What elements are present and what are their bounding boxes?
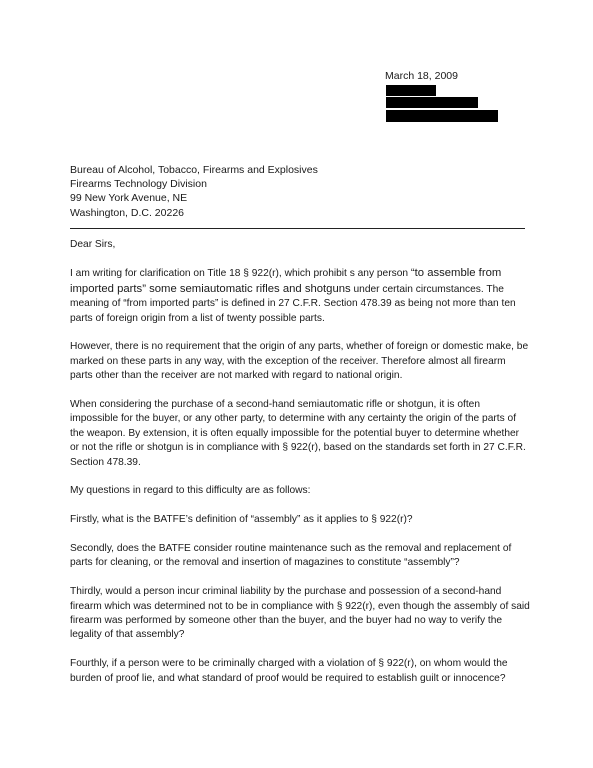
paragraph: My questions in regard to this difficulty are as follows: [70,485,311,497]
recipient-address [70,163,318,220]
paragraph: Fourthly, if a person were to be criminally charged with a violation of § 922(r), on whom would the burden of proof lie, and what standard of proof would be required to establish guilt or innocence? [70,658,508,684]
letter-body [70,238,530,700]
paragraph: Firstly, what is the BATFE’s definition of “assembly” as it applies to § 922(r)? [70,514,413,526]
paragraph [70,266,530,326]
paragraph-text: I am writing for clarification on Title 18 § 922(r), which prohibit s any person [70,268,411,280]
salutation: Dear Sirs, [70,239,116,250]
letter-date: March 18, 2009 [385,70,458,82]
paragraph-text: under certain circumstances. The meaning of “from imported parts” is defined in 27 C.F.R. Section 478.39 as being not more than ten parts of foreign origin from a list of twenty possible parts. [70,283,516,324]
horizontal-rule [70,228,525,229]
paragraph: When considering the purchase of a second-hand semiautomatic rifle or shotgun, it is often impossible for the buyer, or any other party, to determine with any certainty the origin of the parts of the weapon. By extension, it is often equally impossible for the potential buyer to determine whether or not the rifle or shotgun is in compliance with § 922(r), based on the standards set forth in 27 C.F.R. Section 478.39. [70,399,526,468]
address-line: Bureau of Alcohol, Tobacco, Firearms and Explosives [70,164,318,176]
redacted-block [386,97,478,108]
paragraph: Thirdly, would a person incur criminal liability by the purchase and possession of a second-hand firearm which was determined not to be in compliance with § 922(r), even though the assembly of said firearm was performed by someone other than the buyer, and the buyer had no way to verify the legality of that assembly? [70,586,530,641]
address-line: Washington, D.C. 20226 [70,206,185,219]
paragraph: Secondly, does the BATFE consider routine maintenance such as the removal and replacement of parts for cleaning, or the removal and insertion of magazines to constitute “assembly”? [70,543,512,569]
quoted-statute-text: “to assemble from imported parts” some semiautomatic rifles and shotguns [70,267,502,295]
redacted-block [386,85,436,96]
paragraph: However, there is no requirement that the origin of any parts, whether of foreign or domestic make, be marked on these parts in any way, with the exception of the receiver. Therefore almost all firearm parts other than the receiver are not marked with regard to national origin. [70,341,529,382]
address-line: Firearms Technology Division [70,178,207,191]
address-line: 99 New York Avenue, NE [70,192,188,205]
redacted-block [386,110,498,122]
